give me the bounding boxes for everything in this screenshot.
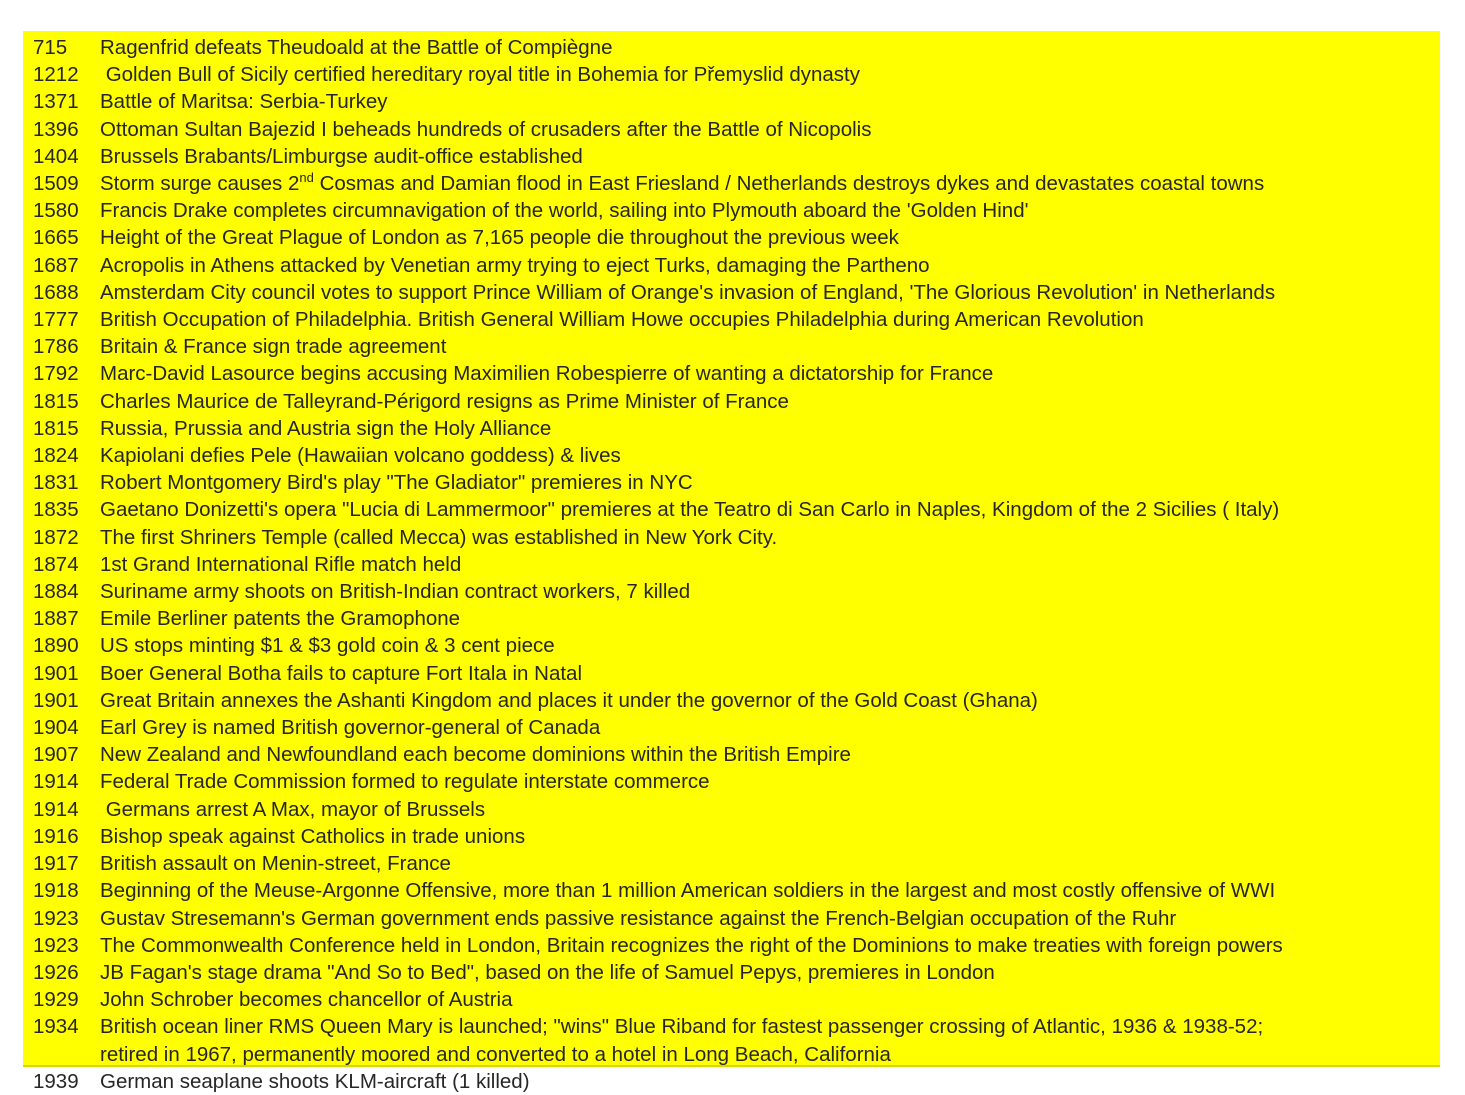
- event-row: [23, 442, 1440, 469]
- event-text-line: New Zealand and Newfoundland each become dominions within the British Empire: [100, 743, 851, 767]
- event-row: [23, 714, 1440, 741]
- event-row: [23, 34, 1440, 61]
- event-row: [23, 306, 1440, 333]
- event-text-line: Boer General Botha fails to capture Fort Itala in Natal: [100, 661, 583, 685]
- event-year: 1934: [33, 1015, 79, 1039]
- event-text: [100, 741, 1440, 768]
- event-text: [100, 496, 1440, 523]
- event-text-line: Golden Bull of Sicily certified hereditary royal title in Bohemia for Přemyslid dynasty: [100, 63, 860, 87]
- event-row: [23, 524, 1440, 551]
- event-row: [23, 741, 1440, 768]
- event-year: 1688: [33, 280, 79, 304]
- event-text: [100, 388, 1440, 415]
- event-row: [23, 415, 1440, 442]
- event-text: [100, 932, 1440, 959]
- event-year: 1815: [33, 389, 79, 413]
- event-text-line: British Occupation of Philadelphia. British General William Howe occupies Philadelphia during American Revolution: [100, 308, 1144, 332]
- event-year: 1923: [33, 906, 79, 930]
- event-row: [23, 768, 1440, 795]
- event-row: [23, 905, 1440, 932]
- event-text-line: Ragenfrid defeats Theudoald at the Battle of Compiègne: [100, 36, 613, 59]
- event-text-line: Height of the Great Plague of London as 7,165 people die throughout the previous week: [100, 226, 899, 250]
- event-text: [100, 34, 1440, 61]
- event-year: 1901: [33, 688, 79, 712]
- event-text: [100, 224, 1440, 251]
- event-row: [23, 1068, 1440, 1095]
- event-row: [23, 170, 1440, 197]
- event-year: 1926: [33, 960, 79, 984]
- event-row: [23, 279, 1440, 306]
- event-text-line: Russia, Prussia and Austria sign the Holy Alliance: [100, 416, 552, 440]
- event-row: [23, 605, 1440, 632]
- event-row: [23, 796, 1440, 823]
- event-text-line: Battle of Maritsa: Serbia-Turkey: [100, 90, 388, 114]
- event-row: [23, 252, 1440, 279]
- event-row: [23, 496, 1440, 523]
- event-year: 1396: [33, 117, 79, 141]
- event-text: [100, 333, 1440, 360]
- event-text: [100, 605, 1440, 632]
- event-text-line: The Commonwealth Conference held in London, Britain recognizes the right of the Dominions to make treaties with foreign powers: [100, 933, 1283, 957]
- event-text-line: John Schrober becomes chancellor of Austria: [100, 988, 513, 1012]
- event-year: 1509: [33, 172, 79, 196]
- event-text-line: German seaplane shoots KLM-aircraft (1 killed): [100, 1069, 530, 1093]
- event-text-line: US stops minting $1 & $3 gold coin & 3 cent piece: [100, 634, 555, 658]
- event-year: 1835: [33, 498, 79, 522]
- event-year: 1831: [33, 471, 79, 495]
- event-year: 1907: [33, 743, 79, 767]
- event-year: 1665: [33, 226, 79, 250]
- event-year: 1890: [33, 634, 79, 658]
- event-row: [23, 850, 1440, 877]
- event-row: [23, 360, 1440, 387]
- event-text: [100, 252, 1440, 279]
- event-text: [100, 632, 1440, 659]
- event-text-line: Acropolis in Athens attacked by Venetian army trying to eject Turks, damaging the Partheno: [100, 253, 930, 277]
- event-year: 1371: [33, 90, 79, 114]
- event-text-line: British assault on Menin-street, France: [100, 852, 451, 876]
- event-year: 1887: [33, 607, 79, 631]
- event-text-line: Gaetano Donizetti's opera "Lucia di Lammermoor" premieres at the Teatro di San Carlo in Naples, Kingdom of the 2 Sicilies ( Italy): [100, 498, 1280, 522]
- event-year: 1904: [33, 716, 79, 740]
- event-year: 1929: [33, 988, 79, 1012]
- event-year: 1792: [33, 362, 79, 386]
- event-list: [23, 34, 1440, 1095]
- event-text: [100, 279, 1440, 306]
- event-text-line: 1st Grand International Rifle match held: [100, 552, 462, 576]
- event-text: [100, 823, 1440, 850]
- event-year: 1884: [33, 580, 79, 604]
- event-row: [23, 333, 1440, 360]
- event-text: [100, 61, 1440, 88]
- event-text-segment: Storm surge causes 2: [100, 172, 300, 196]
- event-text-line: Francis Drake completes circumnavigation of the world, sailing into Plymouth aboard the 'Golden Hind': [100, 199, 1029, 223]
- event-text-line: Ottoman Sultan Bajezid I beheads hundreds of crusaders after the Battle of Nicopolis: [100, 117, 872, 141]
- event-text-line: Federal Trade Commission formed to regulate interstate commerce: [100, 770, 710, 794]
- event-year: 1916: [33, 824, 79, 848]
- event-text: [100, 1068, 1440, 1095]
- event-row: [23, 1013, 1440, 1067]
- event-row: [23, 88, 1440, 115]
- event-text: [100, 986, 1440, 1013]
- event-text: [100, 1013, 1440, 1067]
- event-text-line: Robert Montgomery Bird's play "The Gladiator" premieres in NYC: [100, 471, 693, 495]
- event-year: 715: [33, 36, 68, 59]
- superscript-text: nd: [299, 170, 314, 186]
- event-text-line: Emile Berliner patents the Gramophone: [100, 607, 461, 631]
- event-text: [100, 768, 1440, 795]
- event-text-line: Beginning of the Meuse-Argonne Offensive, more than 1 million American soldiers in the largest and most costly offensive of WWI: [100, 879, 1276, 903]
- event-row: [23, 823, 1440, 850]
- event-text: [100, 360, 1440, 387]
- event-text: [100, 143, 1440, 170]
- event-year: 1874: [33, 552, 79, 576]
- event-row: [23, 660, 1440, 687]
- event-text-line: Great Britain annexes the Ashanti Kingdom and places it under the governor of the Gold Coast (Ghana): [100, 688, 1038, 712]
- event-row: [23, 116, 1440, 143]
- event-text: [100, 578, 1440, 605]
- event-text: [100, 524, 1440, 551]
- event-text-line: Brussels Brabants/Limburgse audit-office established: [100, 144, 583, 168]
- event-text-line: Germans arrest A Max, mayor of Brussels: [100, 797, 486, 821]
- event-year: 1404: [33, 144, 79, 168]
- event-year: 1824: [33, 444, 79, 468]
- event-text: [100, 306, 1440, 333]
- event-year: 1580: [33, 199, 79, 223]
- event-text: [100, 959, 1440, 986]
- event-year: 1901: [33, 661, 79, 685]
- event-text: [100, 551, 1440, 578]
- event-row: [23, 197, 1440, 224]
- event-text: [100, 88, 1440, 115]
- event-text: [100, 877, 1440, 904]
- event-year: 1923: [33, 933, 79, 957]
- event-row: [23, 551, 1440, 578]
- event-text-line: Kapiolani defies Pele (Hawaiian volcano goddess) & lives: [100, 444, 621, 468]
- event-text-line: Bishop speak against Catholics in trade unions: [100, 824, 526, 848]
- event-text-segment: Cosmas and Damian flood in East Friesland / Netherlands destroys dykes and devastates coastal towns: [313, 172, 1265, 196]
- event-text-line: Earl Grey is named British governor-general of Canada: [100, 716, 601, 740]
- event-row: [23, 61, 1440, 88]
- event-text-line: Suriname army shoots on British-Indian contract workers, 7 killed: [100, 580, 691, 604]
- event-text-line: The first Shriners Temple (called Mecca) was established in New York City.: [100, 525, 778, 549]
- event-year: 1815: [33, 416, 79, 440]
- event-text-line: British ocean liner RMS Queen Mary is launched; "wins" Blue Riband for fastest passenger crossing of Atlantic, 1936 & 1938-52;: [100, 1015, 1264, 1039]
- event-row: [23, 959, 1440, 986]
- event-row: [23, 388, 1440, 415]
- event-text: [100, 170, 1440, 197]
- event-text: [100, 687, 1440, 714]
- event-year: 1939: [33, 1069, 79, 1093]
- event-text-line: Marc-David Lasource begins accusing Maximilien Robespierre of wanting a dictatorship for France: [100, 362, 994, 386]
- event-row: [23, 224, 1440, 251]
- event-text-line: JB Fagan's stage drama "And So to Bed", based on the life of Samuel Pepys, premieres in London: [100, 960, 995, 984]
- event-text: [100, 905, 1440, 932]
- event-row: [23, 877, 1440, 904]
- event-text: [100, 442, 1440, 469]
- event-row: [23, 986, 1440, 1013]
- event-text: [100, 796, 1440, 823]
- event-text: [100, 197, 1440, 224]
- event-year: 1786: [33, 335, 79, 359]
- event-year: 1914: [33, 770, 79, 794]
- event-year: 1918: [33, 879, 79, 903]
- event-year: 1914: [33, 797, 79, 821]
- event-year: 1917: [33, 852, 79, 876]
- event-year: 1687: [33, 253, 79, 277]
- event-row: [23, 932, 1440, 959]
- event-text-line: Amsterdam City council votes to support Prince William of Orange's invasion of England, 'The Glorious Revolution' in Netherlands: [100, 280, 1276, 304]
- event-text: [100, 415, 1440, 442]
- event-text-line: Britain & France sign trade agreement: [100, 335, 447, 359]
- event-text: [100, 850, 1440, 877]
- event-year: 1777: [33, 308, 79, 332]
- event-row: [23, 143, 1440, 170]
- event-year: 1212: [33, 63, 79, 87]
- event-text: [100, 660, 1440, 687]
- event-text-line: Charles Maurice de Talleyrand-Périgord resigns as Prime Minister of France: [100, 389, 789, 413]
- event-row: [23, 469, 1440, 496]
- event-text: [100, 116, 1440, 143]
- event-text-line: Gustav Stresemann's German government ends passive resistance against the French-Belgian occupation of the Ruhr: [100, 906, 1177, 930]
- event-text-line: retired in 1967, permanently moored and converted to a hotel in Long Beach, California: [100, 1042, 891, 1066]
- event-row: [23, 578, 1440, 605]
- event-text: [100, 714, 1440, 741]
- event-row: [23, 632, 1440, 659]
- events-sheet: [23, 31, 1440, 1093]
- event-text: [100, 469, 1440, 496]
- event-row: [23, 687, 1440, 714]
- event-year: 1872: [33, 525, 79, 549]
